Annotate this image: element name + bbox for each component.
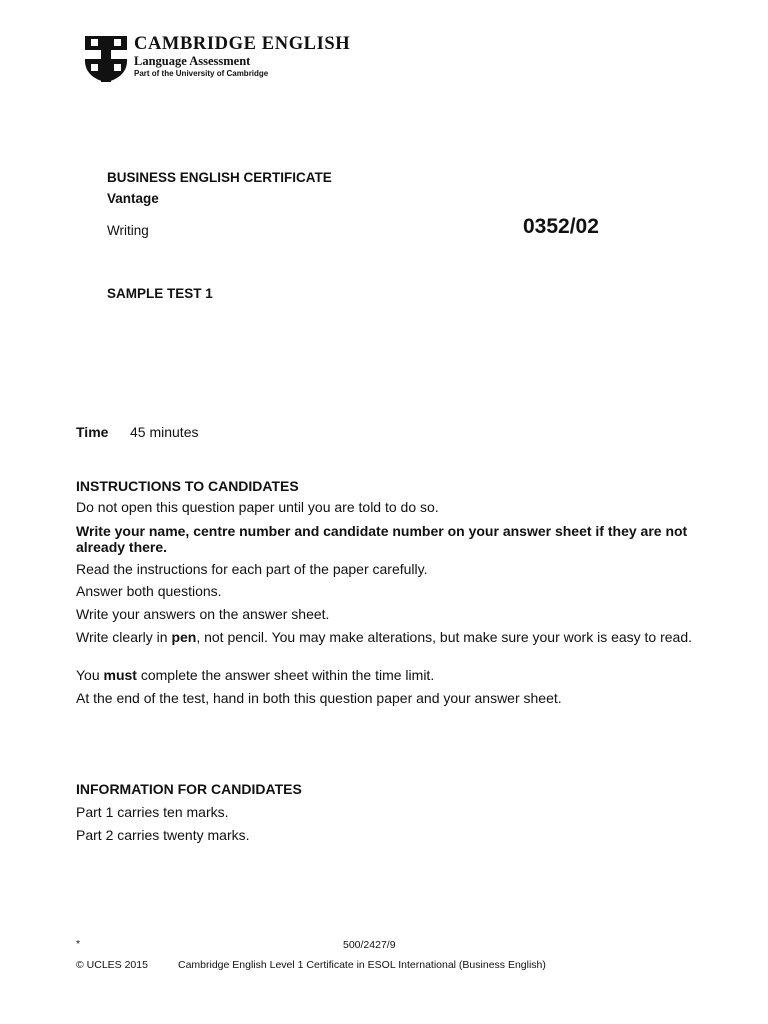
footer-reference: 500/2427/9 <box>343 939 396 951</box>
instruction-line: Read the instructions for each part of the paper carefully. <box>76 561 428 577</box>
instruction-text: , not pencil. You may make alterations, but make sure your work is easy to read. <box>196 629 693 645</box>
paper-code: 0352/02 <box>523 215 599 238</box>
paper-name: Writing <box>107 223 149 238</box>
logo-subtitle: Language Assessment <box>134 54 251 68</box>
footer-qualification: Cambridge English Level 1 Certificate in ESOL International (Business English) <box>178 959 546 971</box>
information-heading: INFORMATION FOR CANDIDATES <box>76 781 302 797</box>
level-label: Vantage <box>107 191 159 206</box>
certificate-title: BUSINESS ENGLISH CERTIFICATE <box>107 170 332 185</box>
information-line: Part 1 carries ten marks. <box>76 804 229 820</box>
logo-title: CAMBRIDGE ENGLISH <box>134 34 351 54</box>
instruction-emphasis: must <box>103 667 137 683</box>
information-line: Part 2 carries twenty marks. <box>76 827 250 843</box>
instruction-line: Write your name, centre number and candidate number on your answer sheet if they are not already there. <box>76 523 688 555</box>
instruction-emphasis: pen <box>171 629 197 645</box>
cambridge-english-logo <box>84 35 374 85</box>
time-value: 45 minutes <box>130 424 199 440</box>
instruction-line: Answer both questions. <box>76 583 222 599</box>
instruction-text: You <box>76 667 104 683</box>
logo-affiliation: Part of the University of Cambridge <box>134 69 269 78</box>
instruction-line: Do not open this question paper until you are told to do so. <box>76 499 439 515</box>
instruction-line: At the end of the test, hand in both this question paper and your answer sheet. <box>76 690 562 706</box>
time-label: Time <box>76 424 109 440</box>
instructions-heading: INSTRUCTIONS TO CANDIDATES <box>76 478 299 494</box>
instruction-line: Write your answers on the answer sheet. <box>76 606 330 622</box>
footer-copyright: © UCLES 2015 <box>76 959 148 971</box>
instruction-text: complete the answer sheet within the time limit. <box>136 667 435 683</box>
sample-test-label: SAMPLE TEST 1 <box>107 286 213 301</box>
footer-mark: * <box>76 938 81 950</box>
instruction-line <box>76 668 696 684</box>
cambridge-shield-icon <box>84 35 128 83</box>
instruction-text: Write clearly in <box>76 629 172 645</box>
instruction-line <box>76 630 696 646</box>
